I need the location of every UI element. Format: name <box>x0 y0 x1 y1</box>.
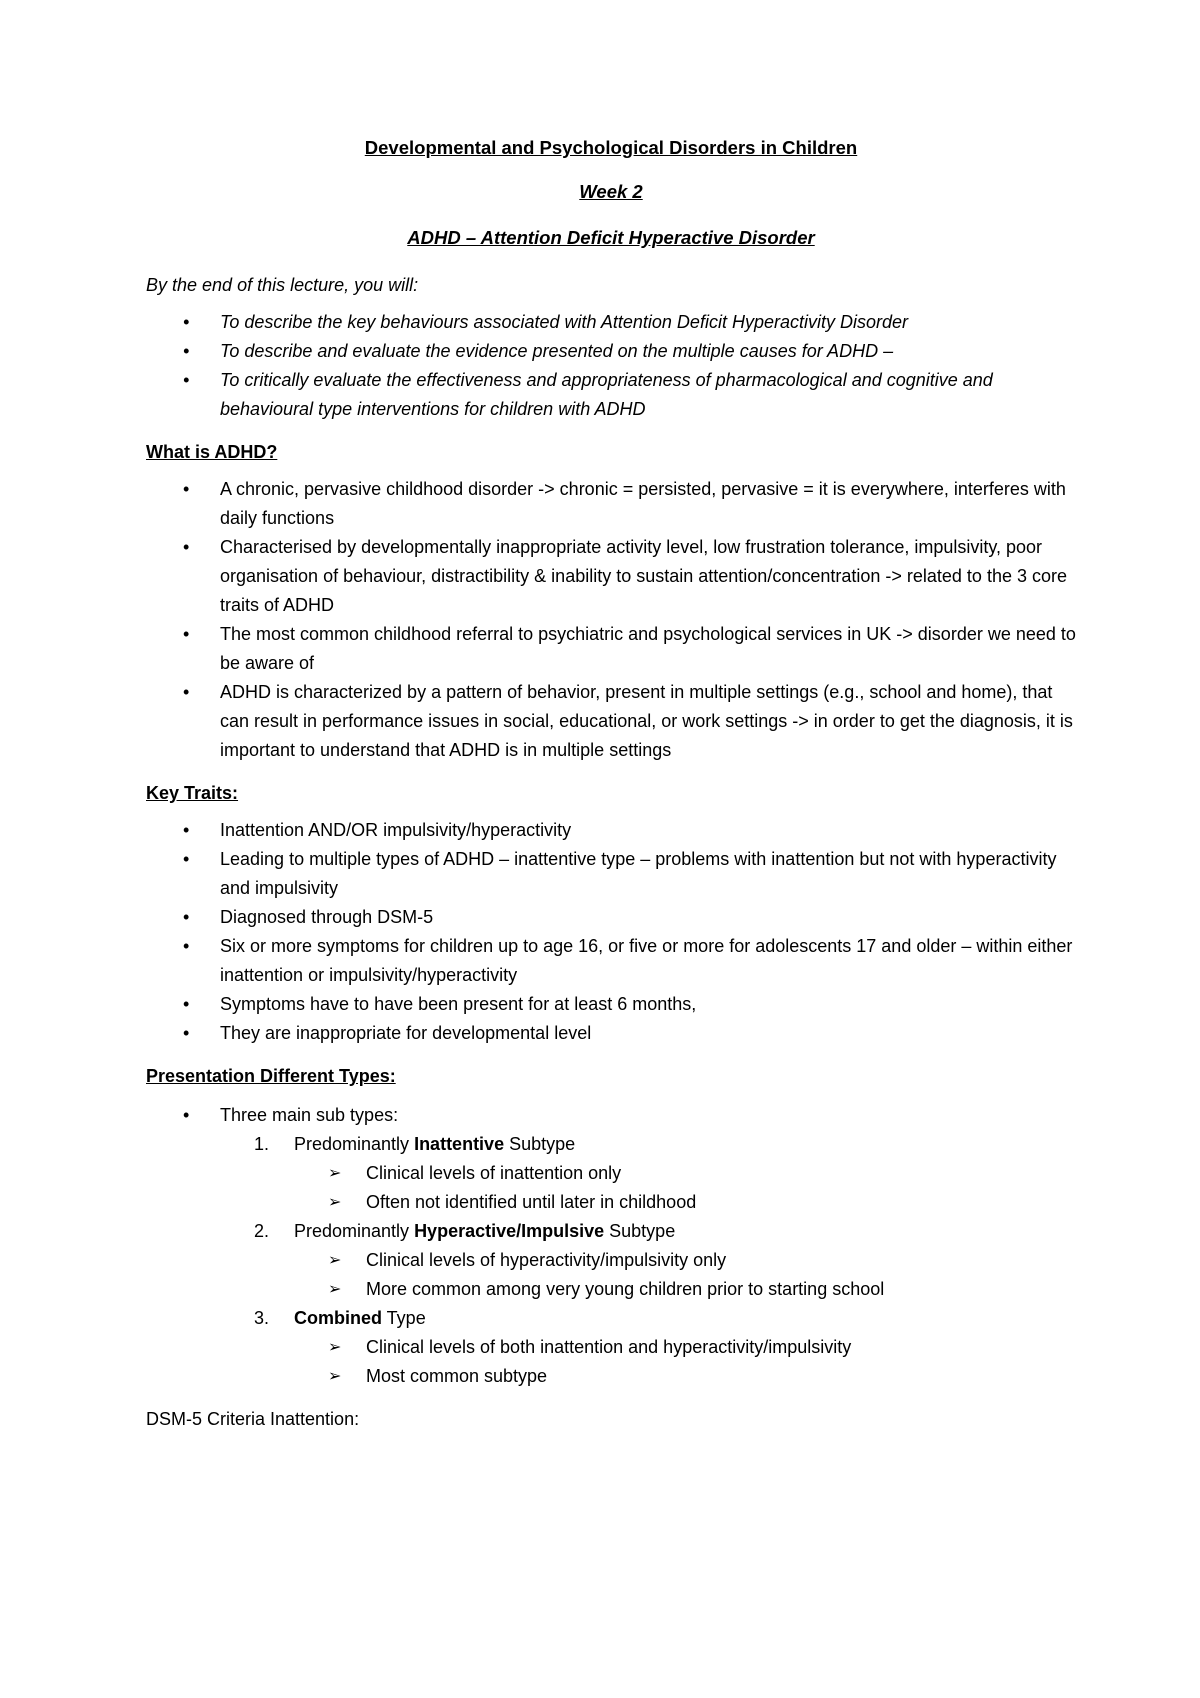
bullet-icon: • <box>183 682 190 702</box>
document-page <box>146 0 1076 1434</box>
topic-title: ADHD – Attention Deficit Hyperactive Disorder <box>407 227 815 248</box>
arrow-bullet-icon: ➢ <box>328 1165 342 1182</box>
week-label: Week 2 <box>579 181 643 202</box>
subtype-list <box>146 1304 1076 1333</box>
list-item: • Inattention AND/OR impulsivity/hyperactivity <box>146 816 1076 845</box>
subtype-item: 3. Combined Type <box>254 1308 426 1328</box>
bullet-icon: • <box>183 1105 190 1125</box>
dsm-criteria-heading: DSM-5 Criteria Inattention: <box>146 1409 360 1429</box>
objectives-list <box>146 308 1076 424</box>
list-item: • Symptoms have to have been present for at least 6 months, <box>146 990 1076 1019</box>
list-item: • Leading to multiple types of ADHD – inattentive type – problems with inattention but not with hyperactivity and impulsivity <box>146 845 1076 903</box>
list-item: • Three main sub types: <box>146 1101 1076 1130</box>
arrow-bullet-icon: ➢ <box>328 1281 342 1298</box>
bullet-icon: • <box>183 907 190 927</box>
arrow-bullet-icon: ➢ <box>328 1368 342 1385</box>
list-item: • To describe and evaluate the evidence presented on the multiple causes for ADHD – <box>146 337 1076 366</box>
bullet-icon: • <box>183 820 190 840</box>
subtype-list <box>146 1217 1076 1246</box>
presentation-list <box>146 1101 1076 1130</box>
list-item: ➢ Clinical levels of both inattention and hyperactivity/impulsivity <box>146 1333 1076 1362</box>
list-item: • They are inappropriate for developmental level <box>146 1019 1076 1048</box>
bullet-icon: • <box>183 479 190 499</box>
list-item: ➢ Most common subtype <box>146 1362 1076 1391</box>
bullet-icon: • <box>183 341 190 361</box>
list-item: • A chronic, pervasive childhood disorder -> chronic = persisted, pervasive = it is everywhere, interferes with daily functions <box>146 475 1076 533</box>
list-item: • ADHD is characterized by a pattern of behavior, present in multiple settings (e.g., school and home), that can result in performance issues in social, educational, or work settings -> in order to get the diagnosis, it is important to understand that ADHD is in multiple settings <box>146 678 1076 765</box>
list-item: ➢ Clinical levels of inattention only <box>146 1159 1076 1188</box>
arrow-bullet-icon: ➢ <box>328 1252 342 1269</box>
list-item: • To describe the key behaviours associated with Attention Deficit Hyperactivity Disorder <box>146 308 1076 337</box>
subtype-list <box>146 1130 1076 1159</box>
list-item: ➢ More common among very young children prior to starting school <box>146 1275 1076 1304</box>
section-heading-what-is: What is ADHD? <box>146 442 278 462</box>
bullet-icon: • <box>183 1023 190 1043</box>
bullet-icon: • <box>183 370 190 390</box>
bullet-icon: • <box>183 849 190 869</box>
subtype-points <box>146 1159 1076 1217</box>
subtype-item: 1. Predominantly Inattentive Subtype <box>254 1134 576 1154</box>
subtype-points <box>146 1246 1076 1304</box>
document-title: Developmental and Psychological Disorders in Children <box>364 137 858 158</box>
list-item: • To critically evaluate the effectiveness and appropriateness of pharmacological and cognitive and behavioural type interventions for children with ADHD <box>146 366 1076 424</box>
bullet-icon: • <box>183 312 190 332</box>
section-heading-presentation: Presentation Different Types: <box>146 1066 396 1086</box>
subtype-points <box>146 1333 1076 1391</box>
bullet-icon: • <box>183 624 190 644</box>
list-item: ➢ Often not identified until later in childhood <box>146 1188 1076 1217</box>
key-traits-list <box>146 816 1076 1048</box>
bullet-icon: • <box>183 936 190 956</box>
what-is-list <box>146 475 1076 765</box>
list-item: • Diagnosed through DSM-5 <box>146 903 1076 932</box>
arrow-bullet-icon: ➢ <box>328 1339 342 1356</box>
arrow-bullet-icon: ➢ <box>328 1194 342 1211</box>
list-item: • Six or more symptoms for children up to age 16, or five or more for adolescents 17 and older – within either inattention or impulsivity/hyperactivity <box>146 932 1076 990</box>
objectives-intro: By the end of this lecture, you will: <box>146 275 419 295</box>
list-item: ➢ Clinical levels of hyperactivity/impulsivity only <box>146 1246 1076 1275</box>
list-item: • The most common childhood referral to psychiatric and psychological services in UK -> disorder we need to be aware of <box>146 620 1076 678</box>
list-item: • Characterised by developmentally inappropriate activity level, low frustration tolerance, impulsivity, poor organisation of behaviour, distractibility & inability to sustain attention/concentration -> related to the 3 core traits of ADHD <box>146 533 1076 620</box>
subtype-item: 2. Predominantly Hyperactive/Impulsive Subtype <box>254 1221 676 1241</box>
bullet-icon: • <box>183 994 190 1014</box>
section-heading-key-traits: Key Traits: <box>146 783 239 803</box>
bullet-icon: • <box>183 537 190 557</box>
